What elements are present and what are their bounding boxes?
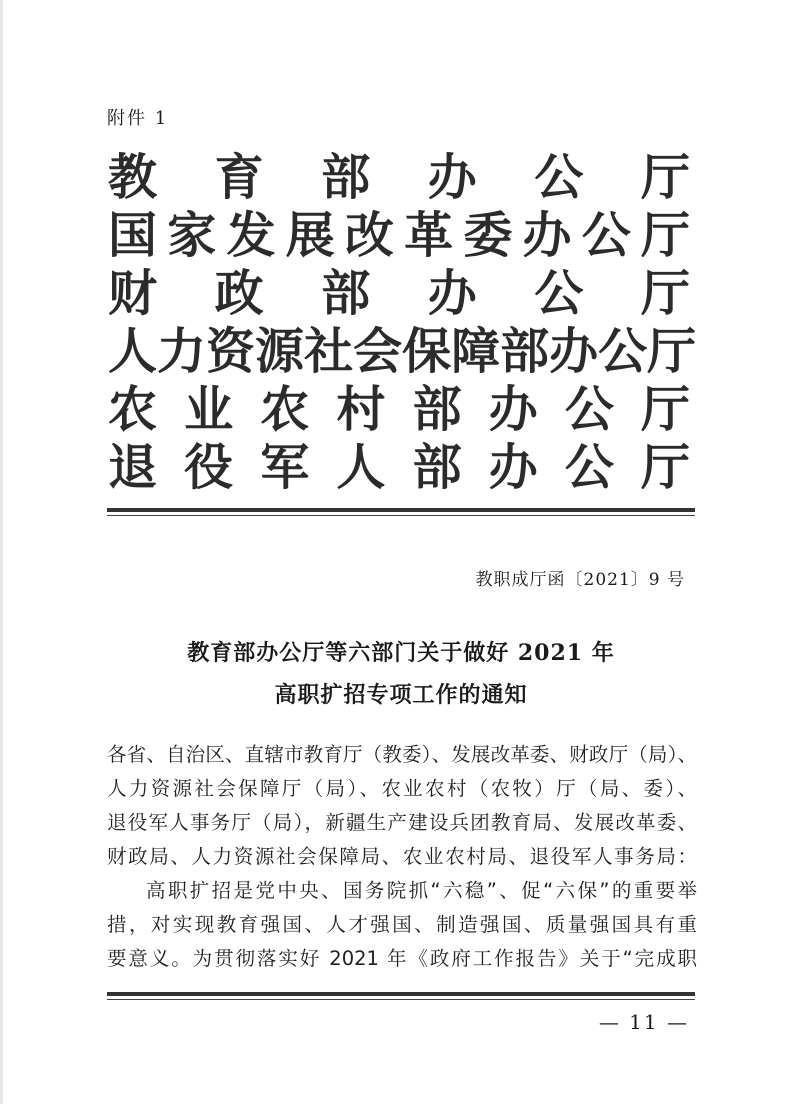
issuer-character: 军 — [260, 438, 310, 496]
issuer-character: 厅 — [640, 206, 690, 264]
issuer-character: 厅 — [647, 322, 697, 380]
issuer-character: 源 — [255, 322, 305, 380]
page-number: — 11 — — [598, 1010, 689, 1034]
issuer-character: 厅 — [640, 380, 690, 438]
issuer-character: 役 — [184, 438, 234, 496]
issuing-departments — [108, 148, 697, 496]
issuer-line — [108, 438, 690, 496]
issuer-character: 部 — [500, 322, 550, 380]
issuer-character: 会 — [353, 322, 403, 380]
issuer-character: 委 — [463, 206, 513, 264]
issuer-character: 保 — [402, 322, 452, 380]
header-rule-thick — [107, 508, 695, 512]
addressee-line: 各省、自治区、直辖市教育厅（教委）、发展改革委、财政厅（局）、 — [107, 743, 697, 766]
issuer-character: 部 — [412, 438, 462, 496]
issuer-character: 公 — [534, 264, 584, 322]
title-line-2: 高职扩招专项工作的通知 — [274, 682, 528, 708]
issuer-character: 部 — [321, 148, 371, 206]
issuer-character: 部 — [321, 264, 371, 322]
issuer-character: 障 — [451, 322, 501, 380]
issuer-character: 国 — [108, 206, 158, 264]
attachment-label: 附件 1 — [107, 108, 169, 129]
issuer-character: 办 — [488, 380, 538, 438]
issuer-character: 发 — [226, 206, 276, 264]
issuer-character: 厅 — [640, 438, 690, 496]
body-text — [107, 738, 697, 976]
issuer-character: 厅 — [640, 148, 690, 206]
addressee-line: 退役军人事务厅（局），新疆生产建设兵团教育局、发展改革委、 — [107, 811, 697, 834]
issuer-character: 农 — [108, 380, 158, 438]
issuer-character: 办 — [427, 148, 477, 206]
footer-rule-thin — [107, 999, 695, 1000]
issuer-character: 退 — [108, 438, 158, 496]
issuer-character: 厅 — [640, 264, 690, 322]
issuer-line — [108, 322, 697, 380]
issuer-character: 革 — [404, 206, 454, 264]
issuer-character: 展 — [285, 206, 335, 264]
paragraph-line: 要意义。为贯彻落实好 2021 年《政府工作报告》关于“完成职 — [107, 947, 697, 970]
addressee-line: 财政局、人力资源社会保障局、农业农村局、退役军人事务局： — [107, 845, 697, 868]
footer-rule-thick — [107, 992, 695, 996]
issuer-character: 人 — [336, 438, 386, 496]
issuer-character: 人 — [108, 322, 158, 380]
issuer-character: 育 — [214, 148, 264, 206]
issuer-line — [108, 148, 690, 206]
issuer-character: 资 — [206, 322, 256, 380]
addressee-line: 人力资源社会保障厅（局）、农业农村（农牧）厅（局、委）、 — [107, 777, 697, 800]
issuer-line — [108, 264, 690, 322]
paragraph-line: 高职扩招是党中央、国务院抓“六稳”、促“六保”的重要举 — [146, 879, 697, 902]
issuer-character: 办 — [549, 322, 599, 380]
document-title — [107, 632, 695, 716]
issuer-character: 公 — [564, 380, 614, 438]
title-line-1: 教育部办公厅等六部门关于做好 2021 年 — [187, 640, 615, 666]
issuer-character: 办 — [488, 438, 538, 496]
issuer-character: 公 — [564, 438, 614, 496]
issuer-line — [108, 380, 690, 438]
paragraph-line: 措，对实现教育强国、人才强国、制造强国、质量强国具有重 — [107, 913, 697, 936]
issuer-character: 办 — [522, 206, 572, 264]
issuer-character: 改 — [344, 206, 394, 264]
issuer-character: 公 — [534, 148, 584, 206]
issuer-character: 教 — [108, 148, 158, 206]
issuer-character: 公 — [581, 206, 631, 264]
issuer-character: 力 — [157, 322, 207, 380]
issuer-line — [108, 206, 690, 264]
issuer-character: 业 — [184, 380, 234, 438]
header-rule-thin — [107, 515, 695, 516]
issuer-character: 家 — [167, 206, 217, 264]
issuer-character: 部 — [412, 380, 462, 438]
issuer-character: 办 — [427, 264, 477, 322]
document-number: 教职成厅函〔2021〕9 号 — [475, 570, 685, 590]
issuer-character: 农 — [260, 380, 310, 438]
issuer-character: 公 — [598, 322, 648, 380]
issuer-character: 社 — [304, 322, 354, 380]
issuer-character: 财 — [108, 264, 158, 322]
issuer-character: 村 — [336, 380, 386, 438]
scan-edge — [0, 0, 3, 1104]
issuer-character: 政 — [214, 264, 264, 322]
